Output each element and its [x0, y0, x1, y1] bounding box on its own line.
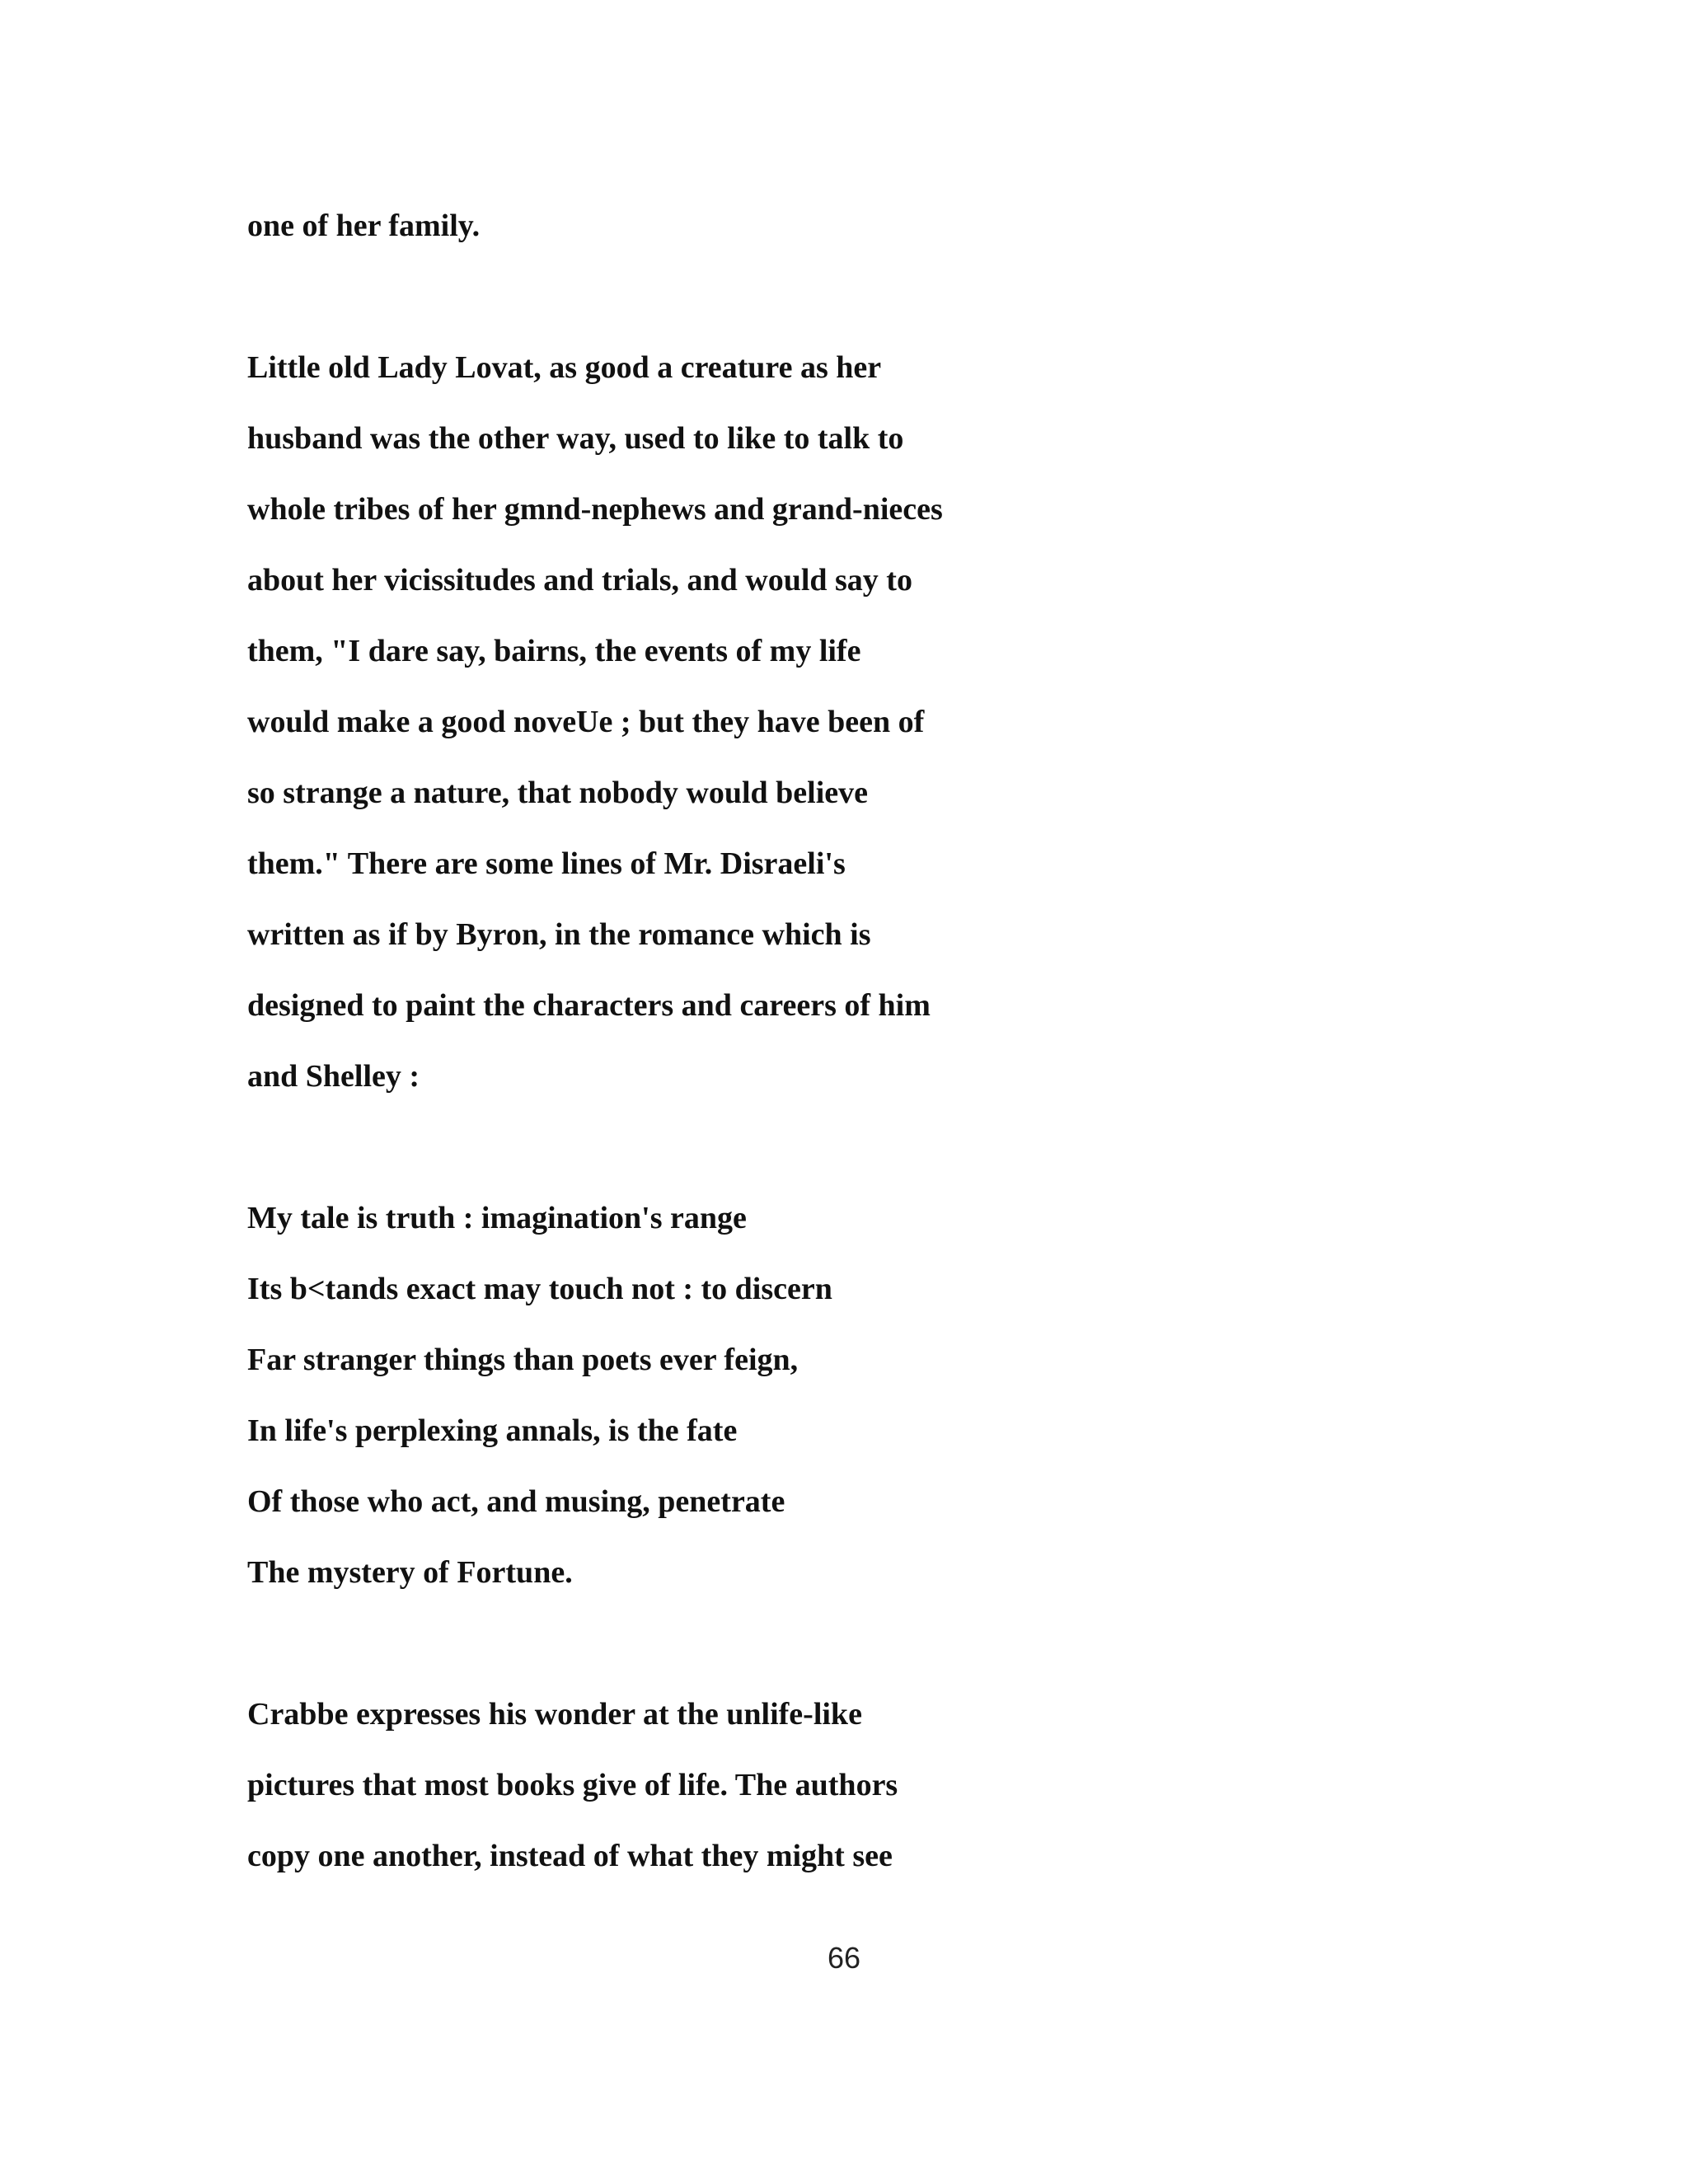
- verse-line: Far stranger things than poets ever feign,: [247, 1343, 799, 1377]
- verse-line: My tale is truth : imagination's range: [247, 1201, 747, 1235]
- text-line: and Shelley :: [247, 1059, 420, 1094]
- verse-line: Of those who act, and musing, penetrate: [247, 1484, 785, 1519]
- verse-line: The mystery of Fortune.: [247, 1555, 573, 1590]
- text-line: them." There are some lines of Mr. Disraeli's: [247, 846, 846, 881]
- verse-line: Its b<tands exact may touch not : to discern: [247, 1272, 832, 1306]
- text-line: Crabbe expresses his wonder at the unlife-like: [247, 1697, 862, 1732]
- text-line: written as if by Byron, in the romance which is: [247, 917, 871, 952]
- body-text: [247, 190, 1484, 1891]
- text-line: Little old Lady Lovat, as good a creature as her: [247, 350, 882, 385]
- text-line: pictures that most books give of life. The authors: [247, 1768, 898, 1802]
- blank-line: [247, 261, 1484, 332]
- blank-line: [247, 1112, 1484, 1183]
- text-line: them, "I dare say, bairns, the events of my life: [247, 634, 861, 668]
- text-line: whole tribes of her gmnd-nephews and grand-nieces: [247, 492, 943, 527]
- blank-line: [247, 1608, 1484, 1679]
- text-line: copy one another, instead of what they might see: [247, 1839, 893, 1873]
- verse-line: In life's perplexing annals, is the fate: [247, 1413, 738, 1448]
- text-line: husband was the other way, used to like to talk to: [247, 421, 904, 456]
- page-number: 66: [827, 1941, 861, 1975]
- text-line: about her vicissitudes and trials, and would say to: [247, 563, 912, 598]
- text-line: so strange a nature, that nobody would believe: [247, 776, 869, 810]
- text-line: one of her family.: [247, 209, 481, 243]
- text-line: would make a good noveUe ; but they have been of: [247, 705, 925, 739]
- text-line: designed to paint the characters and careers of him: [247, 988, 931, 1023]
